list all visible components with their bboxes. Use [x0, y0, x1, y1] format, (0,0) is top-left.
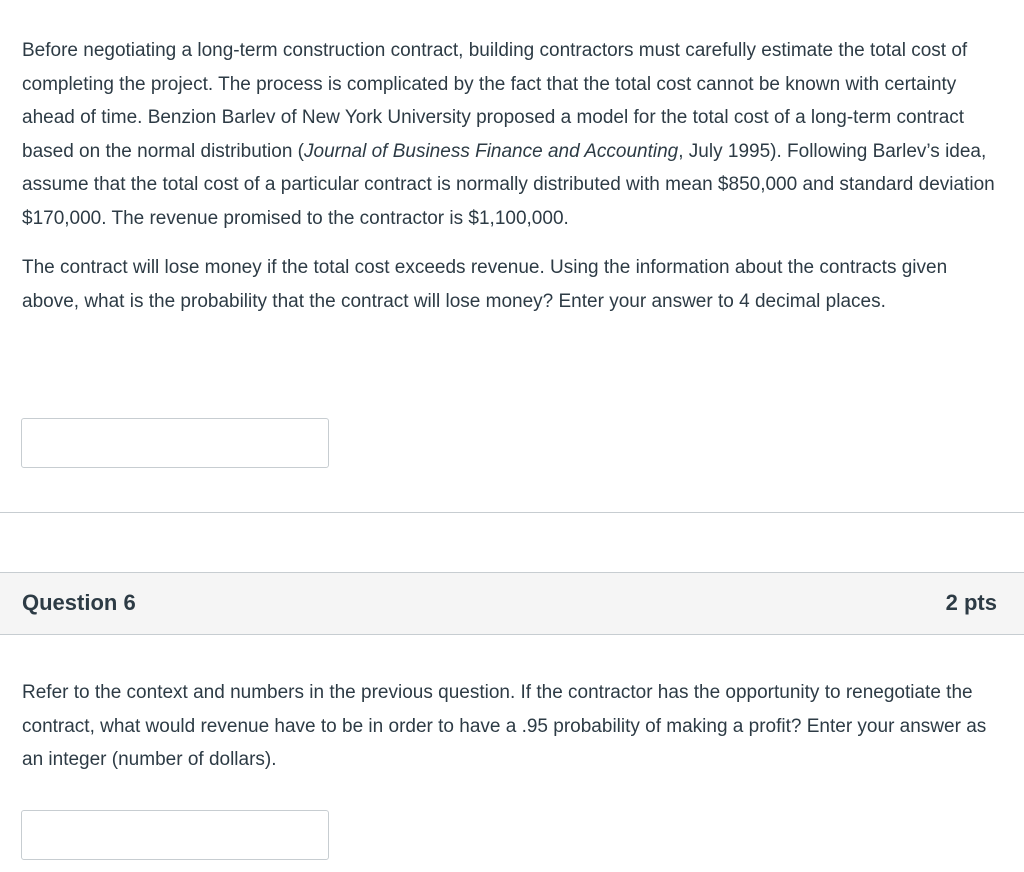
question-6-points: 2 pts: [945, 590, 997, 615]
question-6-title: Question 6: [22, 590, 136, 615]
journal-title: Journal of Business Finance and Accounting: [304, 140, 679, 162]
question-6-header: [0, 572, 1024, 635]
question-5-answer-input[interactable]: [21, 418, 329, 468]
question-divider: [0, 512, 1024, 513]
question-6-answer-input[interactable]: [21, 810, 329, 860]
paragraph-1-text-a: Before negotiating a long-term construction contract, building contractors must carefully estimate the total cost of completing the project. The process is complicated by the fact that the total cost cannot be known with certainty ahead of time. Benzion Barlev of New York University proposed a model for the total cost of a long-term contract based on the normal distribution (: [22, 40, 968, 162]
paragraph-1-text-b: , July 1995). Following Barlev’s idea, assume that the total cost of a particular contract is normally distributed with mean $850,000 and standard deviation $170,000. The revenue promised to the contractor is $1,100,000.: [22, 140, 995, 229]
question-5-paragraph-1: [22, 34, 1007, 235]
question-6-text: [22, 676, 1007, 777]
question-5-text: [22, 34, 1007, 318]
question-6-paragraph: Refer to the context and numbers in the previous question. If the contractor has the opportunity to renegotiate the contract, what would revenue have to be in order to have a .95 probability of making a profit? Enter your answer as an integer (number of dollars).: [22, 682, 987, 770]
question-5-paragraph-2: The contract will lose money if the total cost exceeds revenue. Using the information about the contracts given above, what is the probability that the contract will lose money? Enter your answer to 4 decimal places.: [22, 257, 948, 312]
